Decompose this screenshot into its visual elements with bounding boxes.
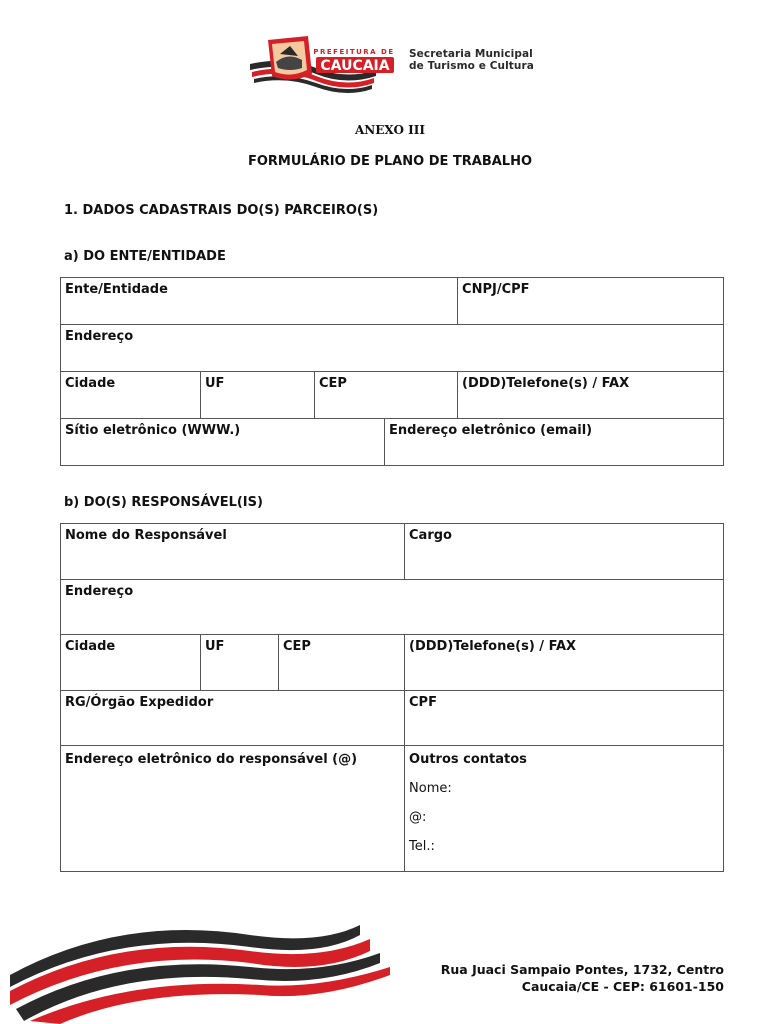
form-title: FORMULÁRIO DE PLANO DE TRABALHO: [247, 154, 533, 169]
rg-field[interactable]: [61, 691, 405, 746]
cpf-field[interactable]: [405, 691, 724, 746]
telefone-field[interactable]: [458, 372, 724, 419]
section-a-heading: a) DO ENTE/ENTIDADE: [64, 249, 226, 264]
entity-table: [60, 277, 724, 466]
cargo-label: Cargo: [409, 528, 452, 543]
email-resp-label: Endereço eletrônico do responsável (@): [65, 752, 358, 767]
contato-email-label: @:: [409, 810, 427, 825]
footer-line1: Rua Juaci Sampaio Pontes, 1732, Centro: [440, 962, 724, 977]
telefone-resp-field[interactable]: [405, 635, 724, 691]
contato-tel-label: Tel.:: [409, 839, 435, 854]
logo-name-text: CAUCAIA: [320, 58, 390, 74]
responsible-table: [60, 523, 724, 872]
caucaia-logo: [246, 34, 406, 96]
email-resp-field[interactable]: [61, 746, 405, 872]
telefone-resp-label: (DDD)Telefone(s) / FAX: [409, 639, 577, 654]
cep-field[interactable]: [315, 372, 458, 419]
contato-nome-label: Nome:: [409, 781, 452, 796]
telefone-label: (DDD)Telefone(s) / FAX: [462, 376, 630, 391]
email-field[interactable]: [385, 419, 724, 466]
footer-wave-decoration: [0, 905, 400, 1024]
footer-address: [441, 961, 724, 995]
annex-title: ANEXO III: [355, 123, 425, 137]
uf-label: UF: [205, 376, 225, 391]
cep-resp-label: CEP: [283, 639, 311, 654]
cpf-label: CPF: [409, 695, 437, 710]
cep-resp-field[interactable]: [279, 635, 405, 691]
sitio-label: Sítio eletrônico (WWW.): [65, 423, 241, 438]
uf-field[interactable]: [201, 372, 315, 419]
ente-label: Ente/Entidade: [65, 282, 168, 297]
cnpj-label: CNPJ/CPF: [462, 282, 530, 297]
rg-label: RG/Órgão Expedidor: [65, 695, 214, 710]
nome-responsavel-field[interactable]: [61, 524, 405, 580]
email-label: Endereço eletrônico (email): [389, 423, 593, 438]
endereco-label: Endereço: [65, 329, 134, 344]
outros-contatos-label: Outros contatos: [409, 752, 527, 767]
nome-responsavel-label: Nome do Responsável: [65, 528, 227, 543]
logo-top-text: PREFEITURA DE: [313, 48, 395, 56]
section1-heading: 1. DADOS CADASTRAIS DO(S) PARCEIRO(S): [64, 203, 379, 218]
secretaria-line1: Secretaria Municipal: [409, 48, 533, 60]
endereco-resp-field[interactable]: [61, 580, 724, 635]
endereco-resp-label: Endereço: [65, 584, 134, 599]
outros-contatos-field[interactable]: [405, 746, 724, 872]
cidade-field[interactable]: [61, 372, 201, 419]
cargo-field[interactable]: [405, 524, 724, 580]
cidade-resp-label: Cidade: [65, 639, 116, 654]
uf-resp-label: UF: [205, 639, 225, 654]
secretaria-line2: de Turismo e Cultura: [409, 60, 534, 72]
footer-line2: Caucaia/CE - CEP: 61601-150: [521, 979, 724, 994]
cnpj-field[interactable]: [458, 278, 724, 325]
uf-resp-field[interactable]: [201, 635, 279, 691]
header: [246, 34, 536, 96]
section-b-heading: b) DO(S) RESPONSÁVEL(IS): [64, 495, 263, 510]
cep-label: CEP: [319, 376, 347, 391]
cidade-resp-field[interactable]: [61, 635, 201, 691]
endereco-field[interactable]: [61, 325, 724, 372]
sitio-field[interactable]: [61, 419, 385, 466]
ente-field[interactable]: [61, 278, 458, 325]
cidade-label: Cidade: [65, 376, 116, 391]
